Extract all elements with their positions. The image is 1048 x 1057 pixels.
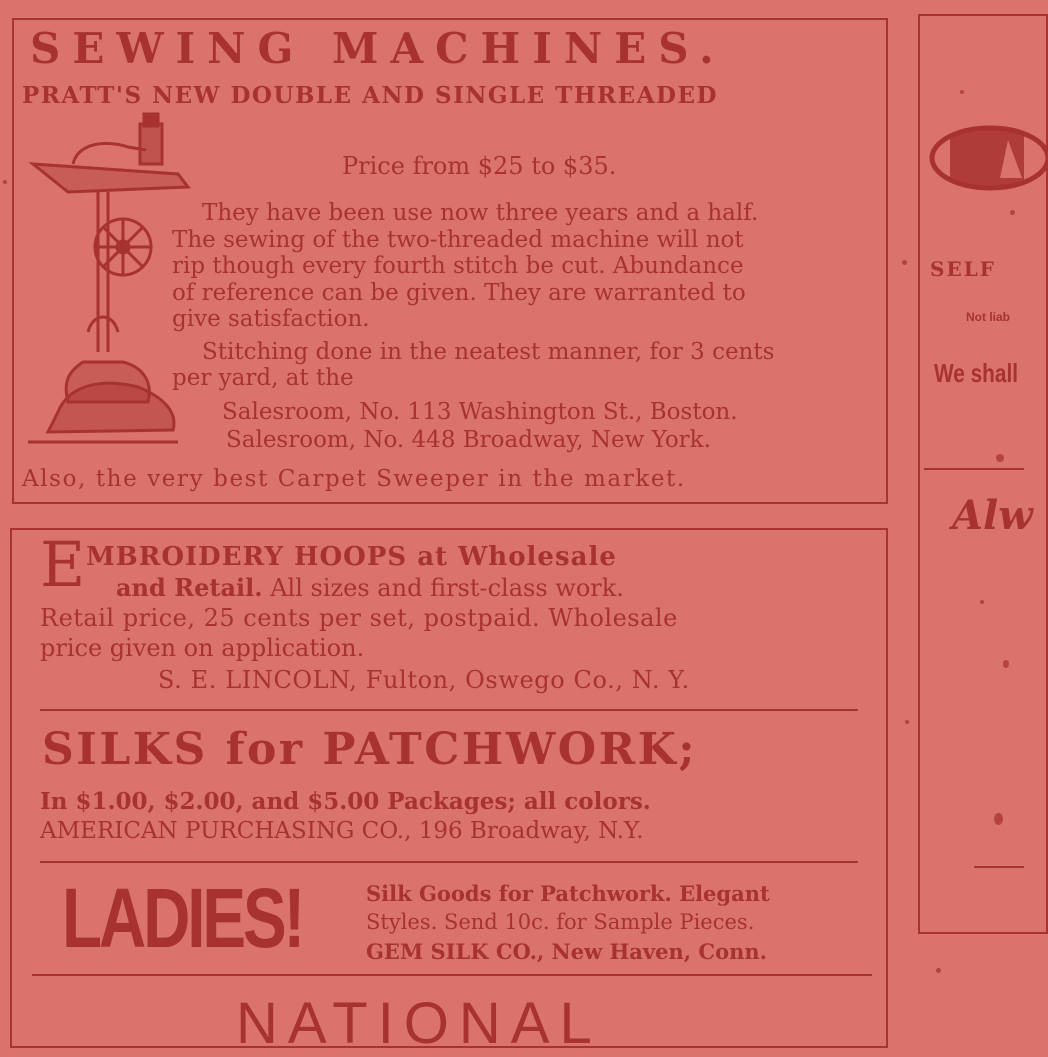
silks-line2: AMERICAN PURCHASING CO., 196 Broadway, N.Y.: [40, 818, 644, 844]
sewing-machine-illustration: [28, 112, 193, 457]
embroidery-drop-cap: E: [40, 528, 86, 601]
divider: [924, 468, 1024, 470]
ink-speck: [905, 720, 909, 724]
sewing-stitch-line: per yard, at the: [172, 365, 354, 391]
right-column-emblem: [930, 118, 1024, 198]
sewing-price: Price from $25 to $35.: [342, 152, 617, 180]
embroidery-line2-rest: All sizes and first-class work.: [262, 574, 624, 602]
ink-speck: [902, 260, 907, 265]
embroidery-and-retail: and Retail.: [116, 573, 263, 602]
divider: [974, 866, 1024, 868]
right-partial-alw: Alw: [952, 492, 1033, 539]
embroidery-signature: S. E. LINCOLN, Fulton, Oswego Co., N. Y.: [158, 666, 690, 694]
right-partial-self: SELF: [930, 257, 996, 281]
embroidery-line3: Retail price, 25 cents per set, postpaid. Wholesale: [40, 604, 678, 632]
divider: [40, 861, 858, 863]
ladies-line3: GEM SILK CO., New Haven, Conn.: [366, 939, 767, 964]
embroidery-line4: price given on application.: [40, 634, 365, 662]
sewing-body-line: give satisfaction.: [172, 306, 370, 332]
sewing-heading: SEWING MACHINES.: [30, 24, 726, 73]
bottom-partial-heading: NATIONAL: [236, 991, 602, 1056]
ladies-heading: LADIES!: [62, 871, 303, 965]
ink-speck: [980, 600, 984, 604]
sewing-body-line: The sewing of the two-threaded machine will not: [172, 226, 744, 253]
ink-speck: [936, 968, 941, 973]
divider: [40, 709, 858, 711]
ink-speck: [996, 454, 1004, 462]
sewing-body-line: They have been use now three years and a half.: [202, 200, 759, 226]
silks-heading: SILKS for PATCHWORK;: [42, 724, 698, 775]
ink-speck: [960, 90, 964, 94]
right-partial-we-shall: We shall: [934, 358, 1019, 388]
sewing-stitch-line: Stitching done in the neatest manner, for 3 cents: [202, 338, 775, 365]
ink-speck: [1010, 210, 1015, 215]
silks-line1: In $1.00, $2.00, and $5.00 Packages; all colors.: [40, 788, 651, 815]
ink-speck: [994, 813, 1003, 825]
sewing-body: [172, 200, 878, 392]
ink-speck: [3, 180, 7, 184]
ladies-line2: Styles. Send 10c. for Sample Pieces.: [366, 910, 755, 934]
sewing-salesroom-newyork: Salesroom, No. 448 Broadway, New York.: [226, 427, 711, 453]
sewing-subheading: PRATT'S NEW DOUBLE AND SINGLE THREADED: [22, 82, 718, 109]
sewing-salesroom-boston: Salesroom, No. 113 Washington St., Boston.: [222, 399, 738, 425]
sewing-footer: Also, the very best Carpet Sweeper in the market.: [22, 466, 686, 492]
ladies-line1: Silk Goods for Patchwork. Elegant: [366, 881, 770, 906]
ink-speck: [1003, 660, 1009, 668]
sewing-body-line: rip though every fourth stitch be cut. Abundance: [172, 253, 744, 279]
sewing-body-line: of reference can be given. They are warranted to: [172, 279, 746, 306]
embroidery-heading: MBROIDERY HOOPS at Wholesale: [86, 542, 617, 572]
divider: [32, 974, 872, 976]
embroidery-line2: [116, 573, 624, 602]
right-partial-not-liab: Not liab: [966, 310, 1010, 324]
